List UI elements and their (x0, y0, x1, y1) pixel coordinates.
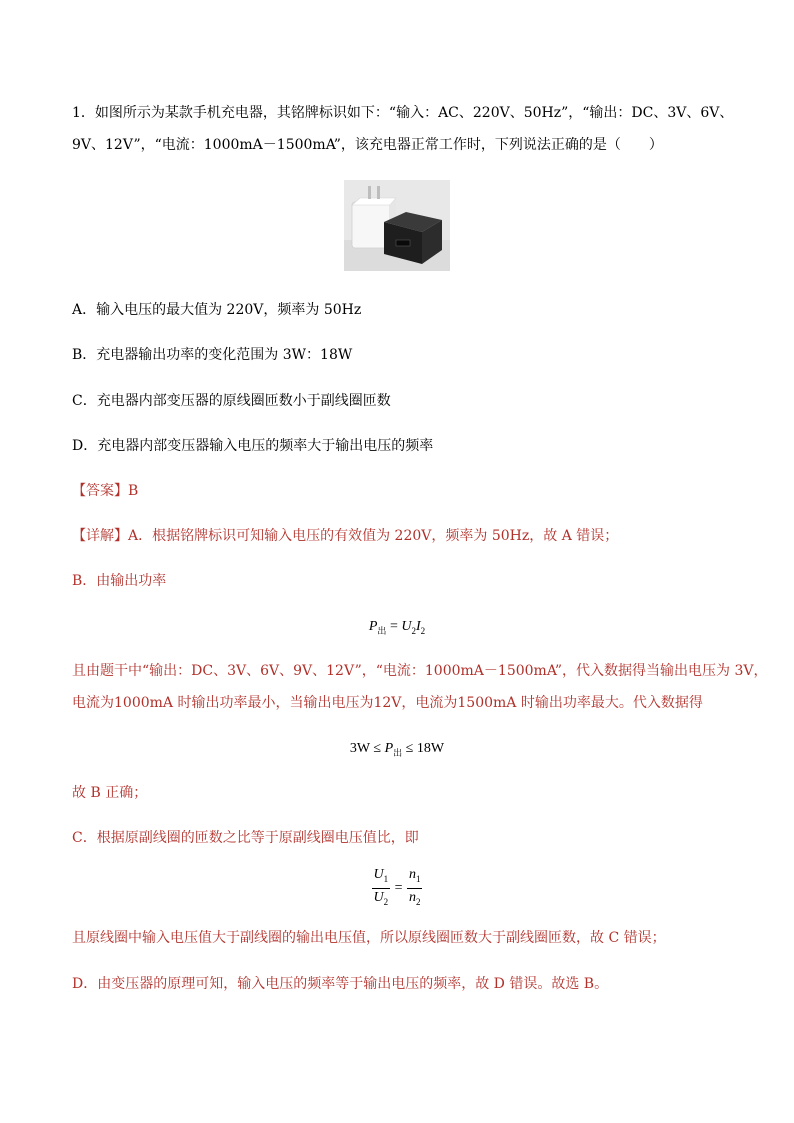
fraction-voltage (372, 866, 391, 911)
formula-power-range (0, 740, 794, 762)
formula-i-sub: 2 (420, 626, 426, 636)
frac-n1-sub: 1 (415, 874, 421, 884)
answer-tag: 【答案】 (72, 483, 128, 499)
charger-photo (344, 180, 450, 271)
question-line-1: 1．如图所示为某款手机充电器，其铭牌标识如下：“输入：AC、220V、50Hz”，“输出：DC、3V、6V、 (72, 105, 734, 121)
frac-u1-sub: 1 (383, 874, 389, 884)
detail-b-head: B．由输出功率 (72, 573, 167, 589)
frac-u2-sub: 2 (383, 897, 389, 907)
detail-c-line: 且原线圈中输入电压值大于副线圈的输出电压值，所以原线圈匝数大于副线圈匝数，故 C 错误； (72, 930, 666, 946)
option-c: C．充电器内部变压器的原线圈匝数小于副线圈匝数 (72, 393, 391, 409)
frac-n2-sub: 2 (415, 897, 421, 907)
detail-b-conclusion: 故 B 正确； (72, 785, 148, 801)
detail-b-line-2: 电流为1000mA 时输出功率最小，当输出电压为12V，电流为1500mA 时输出功率最大。代入数据得 (72, 695, 703, 711)
formula-eq: = (389, 619, 398, 634)
option-a: A．输入电压的最大值为 220V，频率为 50Hz (72, 302, 362, 318)
frac-u2: U (373, 890, 384, 905)
formula-i: I (415, 619, 421, 634)
detail-tag: 【详解】 (72, 528, 128, 544)
detail-c-head: C．根据原副线圈的匝数之比等于原副线圈电压值比，即 (72, 830, 419, 846)
formula-p: P (368, 619, 378, 634)
frac-n1: n (408, 867, 416, 882)
detail-a (72, 527, 618, 545)
option-d: D．充电器内部变压器输入电压的频率大于输出电压的频率 (72, 438, 434, 454)
frac-u1: U (373, 867, 384, 882)
question-line-2: 9V、12V”，“电流：1000mA－1500mA”，该充电器正常工作时，下列说法正确的是（ ） (72, 137, 663, 153)
answer-line (72, 482, 138, 500)
formula-range-p-sub: 出 (393, 748, 403, 758)
detail-d-line: D．由变压器的原理可知，输入电压的频率等于输出电压的频率，故 D 错误。故选 B。 (72, 976, 609, 992)
formula-u: U (401, 619, 412, 634)
formula-u-sub: 2 (411, 626, 416, 636)
formula-range-right: ≤ 18W (402, 741, 445, 756)
formula-p-sub: 出 (377, 626, 387, 636)
answer-value: B (128, 483, 139, 499)
fraction-turns (407, 866, 423, 911)
formula-range-left: 3W ≤ (349, 741, 385, 756)
frac-eq: = (394, 880, 403, 896)
detail-a-text: A．根据铭牌标识可知输入电压的有效值为 220V，频率为 50Hz，故 A 错误； (128, 528, 619, 544)
option-b: B．充电器输出功率的变化范围为 3W：18W (72, 347, 353, 363)
frac-n2: n (408, 890, 416, 905)
formula-turns-ratio (0, 866, 794, 911)
formula-output-power (0, 618, 794, 640)
formula-range-p: P (384, 741, 394, 756)
detail-b-line-1: 且由题干中“输出：DC、3V、6V、9V、12V”，“电流：1000mA－1500mA”，代入数据得当输出电压为 3V， (72, 663, 768, 679)
